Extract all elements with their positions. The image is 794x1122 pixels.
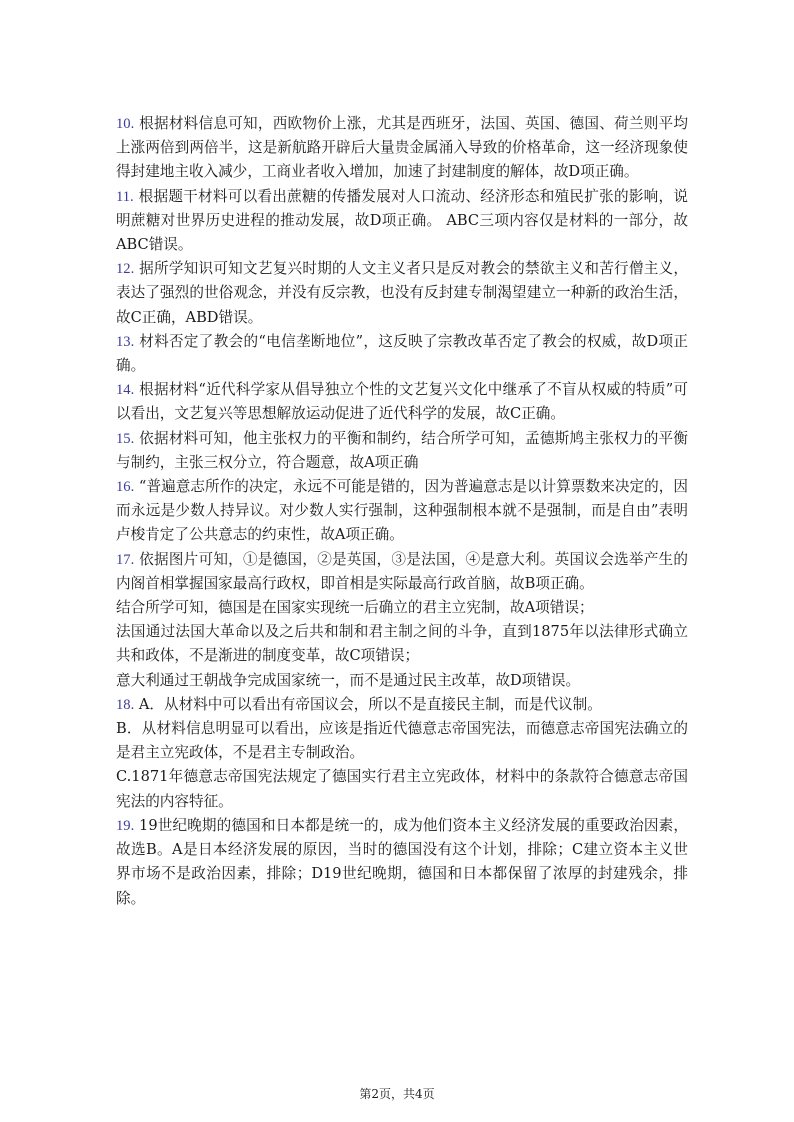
answer-text: 法国通过法国大革命以及之后共和制和君主制之间的斗争，直到1875年以法律形式确立共和政体，不是渐进的制度变革，故C项错误； bbox=[116, 623, 688, 665]
answer-12 bbox=[116, 257, 688, 330]
answer-18 bbox=[116, 693, 688, 717]
answer-19 bbox=[116, 814, 688, 911]
answer-text: B．从材料信息明显可以看出，应该是指近代德意志帝国宪法，而德意志帝国宪法确立的是君主立宪政体，不是君主专制政治。 bbox=[116, 720, 688, 762]
question-number: 10. bbox=[116, 116, 135, 132]
question-number: 18. bbox=[116, 696, 135, 713]
question-number: 12. bbox=[116, 261, 135, 278]
question-number: 13. bbox=[116, 333, 135, 350]
answer-text: 意大利通过王朝战争完成国家统一，而不是通过民主改革，故D项错误。 bbox=[116, 671, 581, 689]
answer-text: C.1871年德意志帝国宪法规定了德国实行君主立宪政体，材料中的条款符合德意志帝国宪法的内容特征。 bbox=[116, 768, 688, 810]
answer-text: “普遍意志所作的决定，永远不可能是错的，因为普遍意志是以计算票数来决定的，因而永远是少数人持异议。对少数人实行强制，这种强制根本就不是强制，而是自由”表明卢梭肯定了公共意志的约束性，故A项正确。 bbox=[116, 478, 688, 544]
answer-text: 材料否定了教会的“电信垄断地位”，这反映了宗教改革否定了教会的权威，故D项正确。 bbox=[116, 332, 688, 375]
answer-17 bbox=[116, 548, 688, 596]
page-footer: 第2页，共4页 bbox=[359, 1087, 435, 1101]
answer-text: 根据材料“近代科学家从倡导独立个性的文艺复兴文化中继承了不盲从权威的特质”可以看出，文艺复兴等思想解放运动促进了近代科学的发展，故C正确。 bbox=[116, 381, 688, 423]
question-number: 16. bbox=[116, 479, 135, 496]
answer-16 bbox=[116, 475, 688, 548]
answer-list bbox=[116, 112, 688, 911]
answer-text: 依据图片可知，①是德国，②是英国，③是法国，④是意大利。英国议会选举产生的内阁首相掌握国家最高行政权，即首相是实际最高行政首脑，故B项正确。 bbox=[116, 550, 688, 592]
question-number: 17. bbox=[116, 551, 135, 568]
answer-13 bbox=[116, 330, 688, 378]
question-number: 11. bbox=[116, 188, 134, 205]
answer-text: 依据材料可知，他主张权力的平衡和制约，结合所学可知，孟德斯鸠主张权力的平衡与制约，主张三权分立，符合题意，故A项正确 bbox=[116, 429, 688, 471]
answer-text: 据所学知识可知文艺复兴时期的人文主义者只是反对教会的禁欲主义和苦行僧主义，表达了强烈的世俗观念，并没有反宗教，也没有反封建专制渴望建立一种新的政治生活，故C正确，ABD错误。 bbox=[116, 260, 688, 326]
question-number: 14. bbox=[116, 382, 135, 399]
answer-text: 结合所学可知，德国是在国家实现统一后确立的君主立宪制，故A项错误； bbox=[116, 599, 594, 617]
answer-17-note-c bbox=[116, 620, 688, 668]
question-number: 15. bbox=[116, 430, 135, 447]
answer-11 bbox=[116, 185, 688, 258]
answer-15 bbox=[116, 427, 688, 475]
answer-text: A．从材料中可以看出有帝国议会，所以不是直接民主制，而是代议制。 bbox=[134, 695, 602, 713]
answer-text: 根据题干材料可以看出蔗糖的传播发展对人口流动、经济形态和殖民扩张的影响，说明蔗糖对世界历史进程的推动发展，故D项正确。 ABC三项内容仅是材料的一部分，故ABC错误。 bbox=[116, 187, 688, 254]
answer-17-note-a bbox=[116, 596, 688, 620]
answer-14 bbox=[116, 378, 688, 426]
answer-text: 19世纪晚期的德国和日本都是统一的，成为他们资本主义经济发展的重要政治因素，故选B。A是日本经济发展的原因，当时的德国没有这个计划，排除；C建立资本主义世界市场不是政治因素，排除；D19世纪晚期，德国和日本都保留了浓厚的封建残余，排除。 bbox=[116, 816, 688, 907]
answer-18-note-b bbox=[116, 717, 688, 765]
answer-18-note-c bbox=[116, 765, 688, 813]
answer-17-note-d bbox=[116, 669, 688, 693]
question-number: 19. bbox=[116, 817, 135, 834]
answer-text: 根据材料信息可知，西欧物价上涨，尤其是西班牙，法国、英国、德国、荷兰则平均上涨两倍到两倍半，这是新航路开辟后大量贵金属涌入导致的价格革命，这一经济现象使得封建地主收入减少，工商业者收入增加，加速了封建制度的解体，故D项正确。 bbox=[116, 115, 688, 181]
answer-10 bbox=[116, 112, 688, 185]
